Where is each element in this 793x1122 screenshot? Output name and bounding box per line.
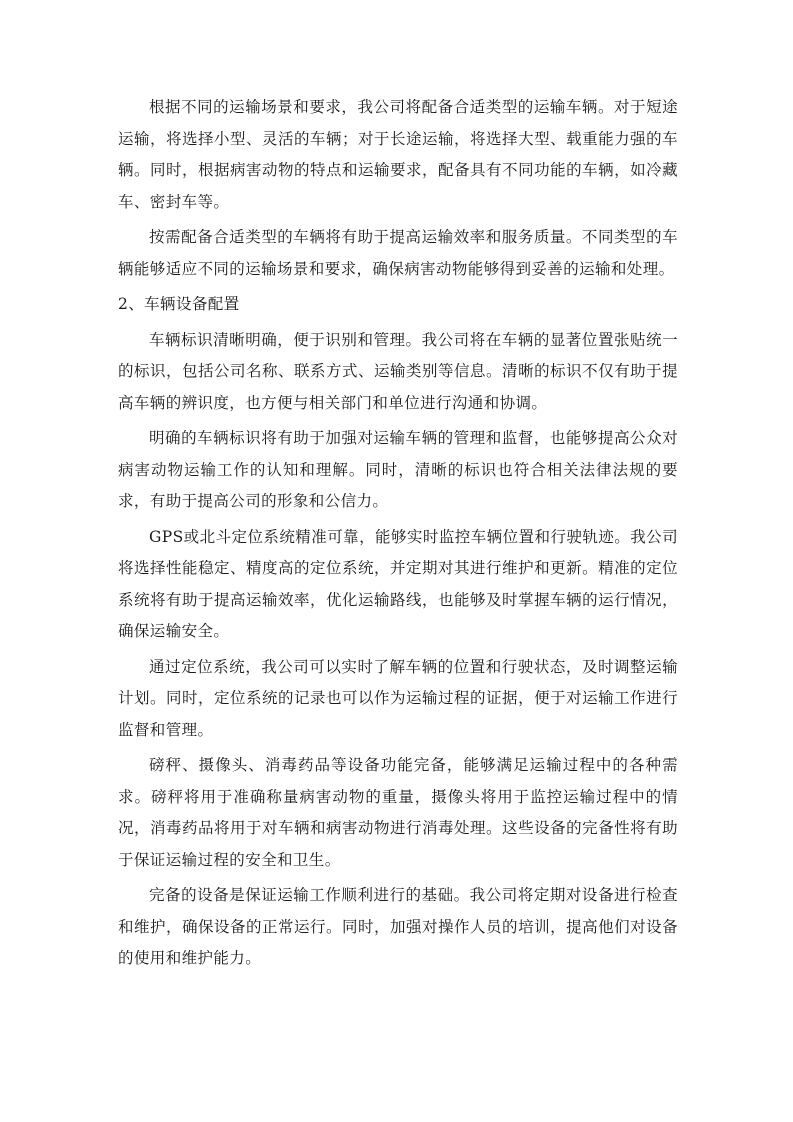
document-body xyxy=(118,92,678,975)
paragraph-positioning-benefit: 通过定位系统，我公司可以实时了解车辆的位置和行驶状态，及时调整运输计划。同时，定位系统的记录也可以作为运输过程的证据，便于对运输工作进行监督和管理。 xyxy=(118,657,678,739)
paragraph-equipment: 磅秤、摄像头、消毒药品等设备功能完备，能够满足运输过程中的各种需求。磅秤将用于准确称量病害动物的重量，摄像头将用于监控运输过程中的情况，消毒药品将用于对车辆和病害动物进行消毒处理。这些设备的完备性将有助于保证运输过程的安全和卫生。 xyxy=(118,756,678,869)
paragraph-gps-system: GPS或北斗定位系统精准可靠，能够实时监控车辆位置和行驶轨迹。我公司将选择性能稳定、精度高的定位系统，并定期对其进行维护和更新。精准的定位系统将有助于提高运输效率，优化运输路线，也能够及时掌握车辆的运行情况，确保运输安全。 xyxy=(118,527,678,640)
section-heading-equipment: 2、车辆设备配置 xyxy=(118,295,240,313)
paragraph-equipment-maintenance: 完备的设备是保证运输工作顺利进行的基础。我公司将定期对设备进行检查和维护，确保设备的正常运行。同时，加强对操作人员的培训，提高他们对设备的使用和维护能力。 xyxy=(118,886,678,967)
paragraph-vehicle-types-benefit: 按需配备合适类型的车辆将有助于提高运输效率和服务质量。不同类型的车辆能够适应不同的运输场景和要求，确保病害动物能够得到妥善的运输和处理。 xyxy=(118,228,678,278)
paragraph-vehicle-marking: 车辆标识清晰明确，便于识别和管理。我公司将在车辆的显著位置张贴统一的标识，包括公司名称、联系方式、运输类别等信息。清晰的标识不仅有助于提高车辆的辨识度，也方便与相关部门和单位进行沟通和协调。 xyxy=(118,330,678,412)
paragraph-vehicle-types: 根据不同的运输场景和要求，我公司将配备合适类型的运输车辆。对于短途运输，将选择小型、灵活的车辆；对于长途运输，将选择大型、载重能力强的车辆。同时，根据病害动物的特点和运输要求，配备具有不同功能的车辆，如冷藏车、密封车等。 xyxy=(118,98,678,211)
paragraph-marking-benefit: 明确的车辆标识将有助于加强对运输车辆的管理和监督，也能够提高公众对病害动物运输工作的认知和理解。同时，清晰的标识也符合相关法律法规的要求，有助于提高公司的形象和公信力。 xyxy=(118,429,678,510)
